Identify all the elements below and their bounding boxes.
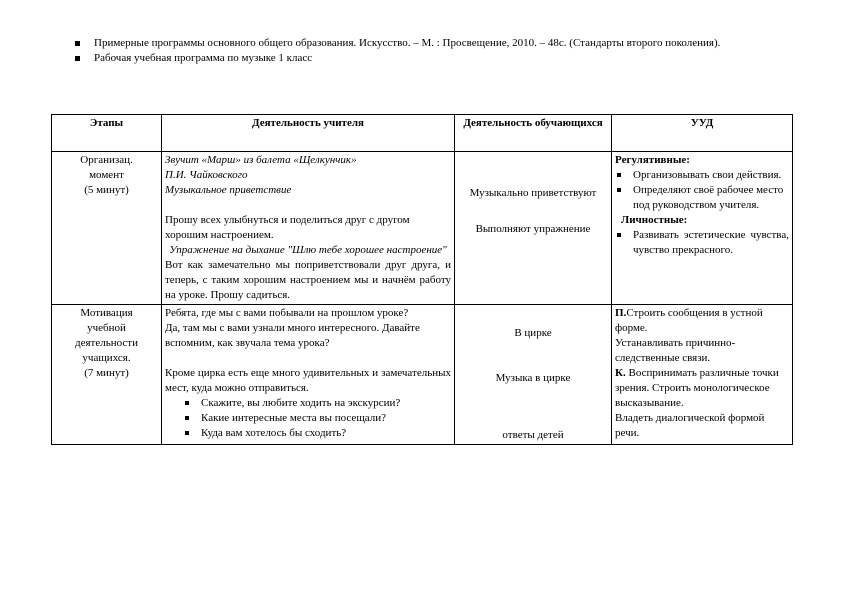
stage-cell xyxy=(52,152,162,305)
list-item: Определяют своё рабочее место под руководством учителя. xyxy=(615,183,789,213)
student-text: В цирке xyxy=(514,327,552,339)
stage-line: Организац. xyxy=(80,154,133,166)
list-item: Организовывать свои действия. xyxy=(615,168,789,183)
list-item: Развивать эстетические чувства, чувство прекрасного. xyxy=(615,228,789,258)
student-cell xyxy=(455,152,612,305)
list-item: Куда вам хотелось бы сходить? xyxy=(165,426,451,441)
student-text: ответы детей xyxy=(502,429,564,441)
table-header-row xyxy=(52,115,793,152)
student-text: Музыка в цирке xyxy=(495,372,571,384)
header-uud: УУД xyxy=(612,115,793,152)
uud-label: К. xyxy=(615,367,626,379)
source-list xyxy=(72,36,786,66)
list-item: Какие интересные места вы посещали? xyxy=(165,411,451,426)
teacher-text: Вот как замечательно мы поприветствовали друг друга, и теперь, с таким хорошим настроением мы и начнём работу на уроке. Прошу садиться. xyxy=(165,259,451,301)
uud-label: П. xyxy=(615,307,627,319)
bullet-icon xyxy=(75,41,80,46)
uud-text-part: Строить сообщения в устной форме. xyxy=(615,307,763,334)
bullet-icon xyxy=(75,56,80,61)
uud-text-part: Воспринимать различные точки зрения. Строить монологическое высказывание. xyxy=(615,367,779,409)
teacher-text: Да, там мы с вами узнали много интересного. Давайте вспомним, как звучала тема урока? xyxy=(165,322,420,349)
header-stages: Этапы xyxy=(52,115,162,152)
teacher-text: Ребята, где мы с вами побывали на прошлом уроке? xyxy=(165,307,409,319)
teacher-text: Кроме цирка есть еще много удивительных и замечательных мест, куда можно отправиться. xyxy=(165,367,451,394)
uud-text xyxy=(615,306,789,336)
header-teacher-activity: Деятельность учителя xyxy=(162,115,455,152)
uud-text: Устанавливать причинно-следственные связи. xyxy=(615,337,736,364)
uud-cell xyxy=(612,305,793,445)
stage-line: (7 минут) xyxy=(84,367,129,379)
teacher-text: Прошу всех улыбнуться и поделиться друг с другом хорошим настроением. xyxy=(165,214,410,241)
uud-text: Владеть диалогической формой речи. xyxy=(615,412,765,439)
lesson-plan-table xyxy=(51,114,793,445)
teacher-text: Музыкальное приветствие xyxy=(165,184,292,196)
stage-line: Мотивация xyxy=(80,307,133,319)
source-item-text: Рабочая учебная программа по музыке 1 класс xyxy=(94,52,313,64)
teacher-text: П.И. Чайковского xyxy=(165,169,248,181)
uud-heading: Личностные: xyxy=(621,214,688,226)
question-list xyxy=(165,396,451,441)
source-item-text: Примерные программы основного общего образования. Искусство. – М. : Просвещение, 2010. – 48с. (Стандарты второго поколения). xyxy=(94,37,721,49)
stage-line: учебной xyxy=(87,322,126,334)
uud-cell xyxy=(612,152,793,305)
source-item xyxy=(72,51,786,66)
teacher-cell xyxy=(162,305,455,445)
source-item xyxy=(72,36,786,51)
table-row xyxy=(52,305,793,445)
stage-line: деятельности xyxy=(75,337,138,349)
stage-line: момент xyxy=(89,169,124,181)
stage-line: (5 минут) xyxy=(84,184,129,196)
stage-line: учащихся. xyxy=(82,352,131,364)
uud-list xyxy=(615,168,789,213)
uud-text xyxy=(615,366,789,411)
list-item: Скажите, вы любите ходить на экскурсии? xyxy=(165,396,451,411)
header-student-activity: Деятельность обучающихся xyxy=(455,115,612,152)
student-cell xyxy=(455,305,612,445)
teacher-exercise: Упражнение на дыхание "Шлю тебе хорошее настроение" xyxy=(169,244,447,256)
uud-heading: Регулятивные: xyxy=(615,154,690,166)
teacher-text: Звучит «Марш» из балета «Щелкунчик» xyxy=(165,154,357,166)
student-text: Музыкально приветствуют xyxy=(469,187,597,199)
stage-cell xyxy=(52,305,162,445)
teacher-cell xyxy=(162,152,455,305)
uud-list xyxy=(615,228,789,258)
table-row xyxy=(52,152,793,305)
student-text: Выполняют упражнение xyxy=(475,223,591,235)
